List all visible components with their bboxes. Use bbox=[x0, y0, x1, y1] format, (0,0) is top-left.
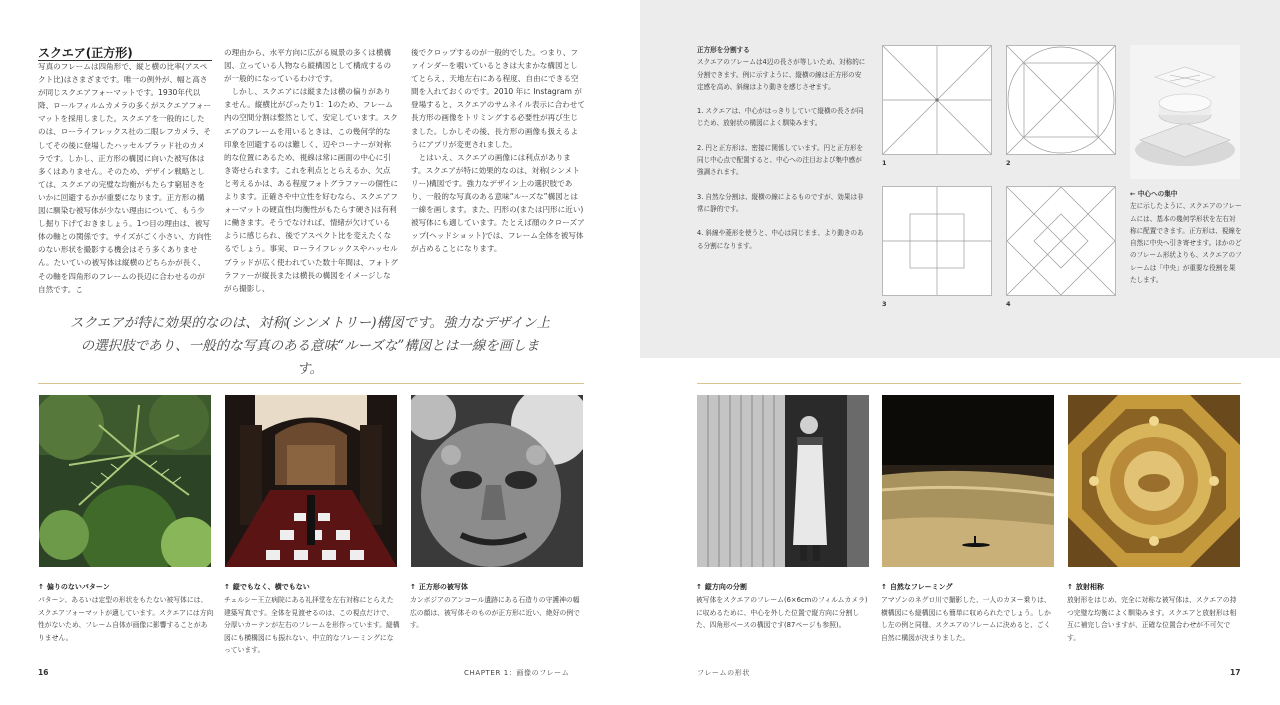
diagram-radial bbox=[882, 45, 992, 155]
caption-text: チェルシー王立病院にある礼拝堂を左右対称にとらえた建築写真です。全体を見渡せるのは、この視点だけで、分厚いカーテンが左右のフレームを形作っています。縦構図にも横構図にも振れない、中立的なフレーミングになっています。 bbox=[224, 596, 400, 655]
gold-rule-right bbox=[697, 383, 1241, 384]
caption-text: アマゾンのネグロ川で撮影した、一人のカヌー乗りは、横構図にも縦構図にも簡単に収められたでしょう。しかし左の例と同様、スクエアのフレームに決めると、ごく自然に構図が決まりました。 bbox=[881, 596, 1051, 642]
diagram-diamond bbox=[1006, 186, 1116, 296]
diagram-label-3: 3 bbox=[882, 300, 887, 308]
sidebar-item-1: 1. スクエアは、中心がはっきりしていて縦横の長さが同じため、放射状の構図によく馴染みます。 bbox=[697, 107, 864, 128]
caption-title: 縦でもなく、横でもない bbox=[232, 583, 310, 591]
arrow-up-icon: ↑ bbox=[38, 583, 44, 591]
caption-text: パターン、あるいは定型の形状をもたない被写体には、スクエアフォーマットが適しています。スクエアには方向性がないため、フレーム自体が画像に影響することがありません。 bbox=[38, 596, 214, 642]
arrow-up-icon: ↑ bbox=[224, 583, 230, 591]
diagram-label-4: 4 bbox=[1006, 300, 1011, 308]
arrow-up-icon: ↑ bbox=[696, 583, 702, 591]
arrow-up-icon: ↑ bbox=[1067, 583, 1073, 591]
diagram-label-2: 2 bbox=[1006, 159, 1011, 167]
aside-text: 左に示したように、スクエアのフレームには、基本の幾何学形状を左右対称に配置できます。正方形は、視線を自然に中央へ引き寄せます。ほかのどのフレーム形状よりも、スクエアのフレームは「中央」が重要な役割を果たします。 bbox=[1130, 202, 1242, 285]
caption-left-1 bbox=[38, 582, 214, 644]
section-heading: スクエア(正方形) bbox=[38, 46, 133, 60]
photo-radial-ceiling bbox=[1068, 395, 1240, 567]
photo-chapel bbox=[225, 395, 397, 567]
photo-stone-face bbox=[411, 395, 583, 567]
folio-right: 17 bbox=[1230, 668, 1241, 677]
sidebar-item-3: 3. 自然な分割は、縦横の線によるものですが、効果は非常に静的です。 bbox=[697, 192, 864, 213]
sidebar-title: 正方形を分割する bbox=[697, 46, 750, 54]
pull-quote: スクエアが特に効果的なのは、対称(シンメトリー)構図です。強力なデザイン上の選択肢であり、一般的な写真のある意味“ルーズな”構図とは一線を画します。 bbox=[70, 315, 550, 377]
aside-title: 中心への集中 bbox=[1137, 190, 1178, 198]
caption-title: 放射相称 bbox=[1075, 583, 1104, 591]
caption-text: カンボジアのアンコール遺跡にある石造りの守護神の幅広の顔は、被写体そのものが正方形に近い、絶好の例です。 bbox=[410, 596, 580, 630]
arrow-up-icon: ↑ bbox=[881, 583, 887, 591]
caption-text: 被写体をスクエアのフレーム(6×6cmのフィルムカメラ)に収めるために、中心を外した位置で縦方向に分割した、四角形ベースの構図です(87ページも参照)。 bbox=[696, 596, 868, 630]
folio-left: 16 bbox=[38, 668, 49, 677]
photo-fern-jungle bbox=[39, 395, 211, 567]
sidebar-divide-square bbox=[697, 44, 867, 252]
sidebar-intro: スクエアのフレームは4辺の長さが等しいため、対称的に分割できます。例に示すように、縦横の線は正方形の安定感を高め、斜線はより動きを感じさせます。 bbox=[697, 58, 866, 91]
caption-title: 縦方向の分割 bbox=[704, 583, 747, 591]
body-column-1: 写真のフレームは四角形で、縦と横の比率(アスペクト比)はさまざまです。唯一の例外が、幅と高さが同じスクエアフォーマットです。1930年代以降、ロールフィルムカメラの多くがスクエアフォーマットを採用しました。スクエアを一般的にしたのは、ローライフレックス社の二眼レフカメラ、そしてその後に登場したハッセルブラッド社のカメラです。しかし、正方形の構図に向いた被写体は多くはありません。そのため、デザイン戦略としては、スクエアの完璧な均衡がもたらす窮屈さをいかに回避するかが重要になります。正方形の構図に馴染む被写体が少ない理由について、もう少し掘り下げておきましょう。1つ目の理由は、被写体の軸との関係です。サイズがごく小さい、方向性のない形状を撮影する機会はそう多くありません。たいていの被写体は縦横のどちらかが長く、その軸を四角形のフレームの長辺に合わせるのが自然です。こ bbox=[38, 62, 212, 294]
photo-woman-doorway bbox=[697, 395, 869, 567]
running-head-right: フレームの形状 bbox=[697, 669, 750, 677]
caption-right-3 bbox=[1067, 582, 1243, 644]
diagram-label-1: 1 bbox=[882, 159, 887, 167]
render-centered-objects bbox=[1130, 45, 1240, 179]
running-head-left: CHAPTER 1：画像のフレーム bbox=[464, 669, 570, 677]
caption-left-2 bbox=[224, 582, 400, 657]
diagram-grid bbox=[882, 186, 992, 296]
body-column-3: 後でクロップするのが一般的でした。つまり、ファインダーを覗いているときは大まかな構図としてとらえ、天地左右にある程度、自由にできる空間を入れておくのです。2010 年に Instagram が登場すると、スクエアのサムネイル表示に合わせて長方形の画像をトリミングする必要性が再び生じました。しかしその後、長方形の画像も扱えるようにアプリが変更されました。 とはいえ、スクエアの画像には利点があります。スクエアが特に効果的なのは、対称(シンメトリー)構図です。強力なデザイン上の選択肢であり、一般的な写真のある意味“ルーズな”構図とは一線を画します。また、円形の(または円形に近い)被写体にも適しています。たとえば顔のクローズアップ(ヘッドショット)では、フレーム全体を被写体が占めることになります。 bbox=[411, 48, 585, 254]
gold-rule-left bbox=[38, 383, 584, 384]
arrow-up-icon: ↑ bbox=[410, 583, 416, 591]
caption-right-1 bbox=[696, 582, 872, 632]
caption-title: 正方形の被写体 bbox=[418, 583, 468, 591]
sidebar-item-2: 2. 円と正方形は、密接に関係しています。円と正方形を同じ中心点で配置すると、中心への注目および集中感が強調されます。 bbox=[697, 143, 864, 177]
body-column-2: の理由から、水平方向に広がる風景の多くは横構図、立っている人物なら縦構図として構成するのが一般的になっているわけです。 しかし、スクエアには縦または横の偏りがありません。縦横比がぴったり1：1のため、フレーム内の空間分割は整然として、安定しています。スクエアのフレームを用いるときは、この幾何学的な印象を回避するのは難しく、辺やコーナーが対称的な位置にあるため、視線は常に画面の中心に引き寄せられます。これを利点ととらえるか、欠点と考えるかは、ある程度フォトグラファーの個性によります。正確さや中立性を好むなら、スクエアフォーマットの硬直性(均衡性がもたらす硬さ)は有利に働きます。そうでなければ、情緒が欠けているように感じられ、後でアスペクト比を変えたくなるでしょう。事実、ローライフレックスやハッセルブラッドが広く使われていた数十年間は、フォトグラファーが縦長または横長の構図をイメージしながら撮影し、 bbox=[224, 48, 398, 293]
caption-title: 自然なフレーミング bbox=[889, 583, 953, 591]
caption-title: 偏りのないパターン bbox=[46, 583, 110, 591]
caption-text: 放射形をはじめ、完全に対称な被写体は、スクエアの持つ完璧な均衡によく馴染みます。スクエアと放射形は相互に補完し合いますが、正確な位置合わせが不可欠です。 bbox=[1067, 596, 1237, 642]
photo-canoe-river bbox=[882, 395, 1054, 567]
arrow-left-icon: ← bbox=[1130, 190, 1138, 198]
diagram-circle bbox=[1006, 45, 1116, 155]
caption-right-2 bbox=[881, 582, 1057, 644]
sidebar-item-4: 4. 斜線や菱形を使うと、中心は同じまま、より動きのある分割になります。 bbox=[697, 229, 864, 250]
aside-center-focus bbox=[1130, 188, 1242, 286]
caption-left-3 bbox=[410, 582, 586, 632]
